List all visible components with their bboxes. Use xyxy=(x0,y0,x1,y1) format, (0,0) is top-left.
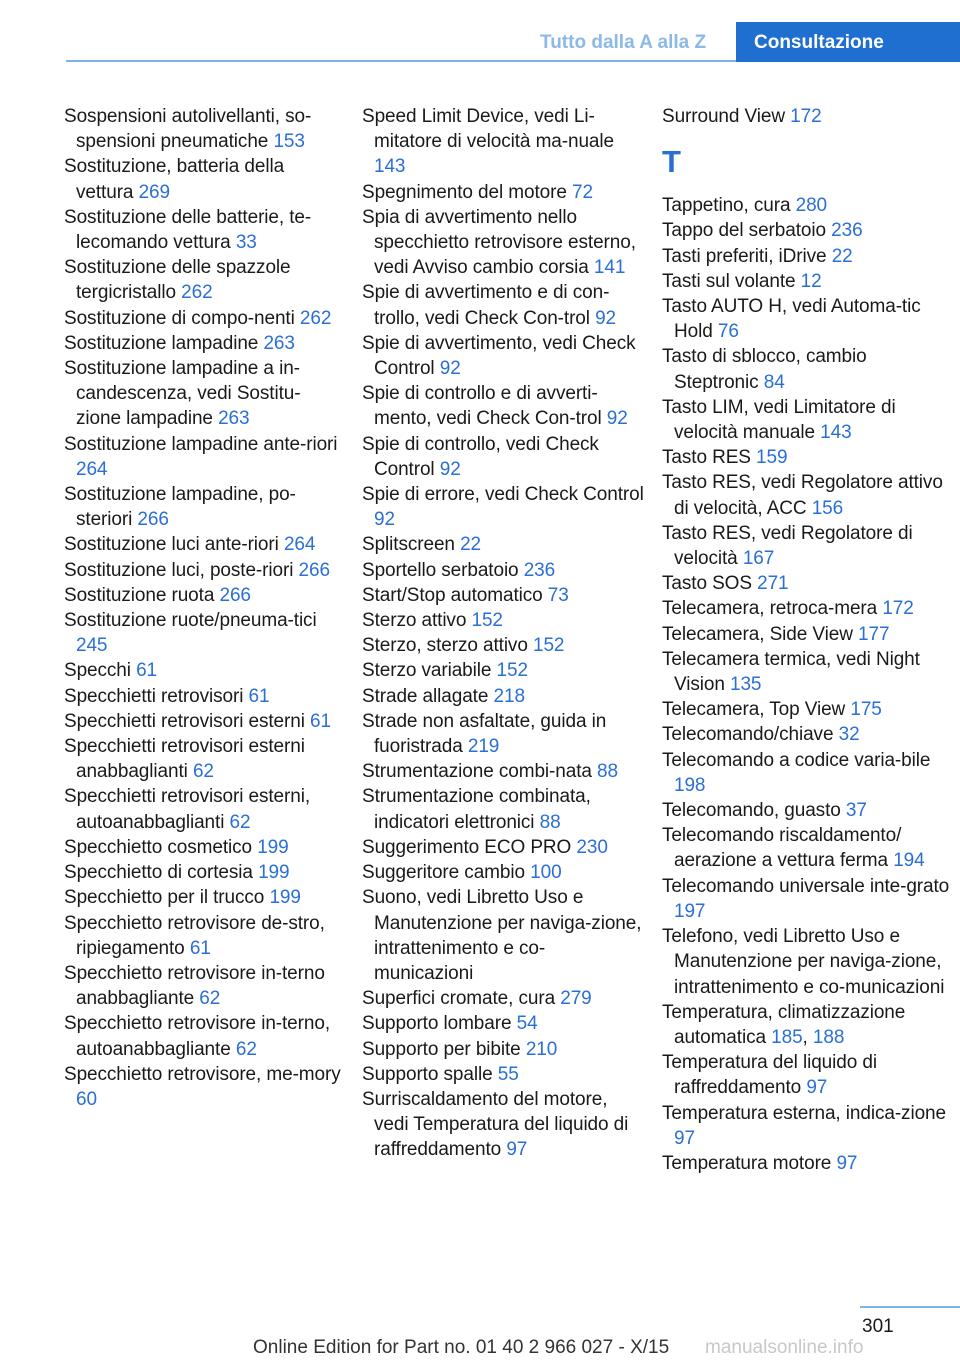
index-entry xyxy=(64,709,344,734)
index-entry xyxy=(662,1050,952,1100)
index-entry xyxy=(64,205,344,255)
index-entry-text: Strumentazione combinata, indicatori elettronici xyxy=(362,786,591,833)
index-entry xyxy=(662,722,952,747)
index-entry-text: Temperatura esterna, indica-zione xyxy=(662,1102,946,1124)
index-entry-text: Superfici cromate, cura xyxy=(362,988,556,1010)
index-entry-text: Spie di controllo, vedi Check Control xyxy=(362,433,599,480)
index-entry xyxy=(662,697,952,722)
index-entry-text: Sostituzione lampadine a in-candescenza, vedi Sostitu-zione lampadine xyxy=(64,358,301,430)
index-entry xyxy=(662,269,952,294)
index-entry xyxy=(662,647,952,697)
page-link[interactable]: 76 xyxy=(717,321,739,343)
index-entry-text: Sostituzione delle batterie, te-lecomando vettura xyxy=(64,206,312,254)
index-column-1 xyxy=(64,104,344,1112)
index-entry-text: Sterzo, sterzo attivo xyxy=(362,635,528,657)
page-link[interactable]: 62 xyxy=(199,988,221,1010)
page-link[interactable]: 175 xyxy=(850,699,882,721)
index-entry-text: Tasto RES xyxy=(662,447,751,469)
index-entry xyxy=(662,521,952,571)
page-link[interactable]: 61 xyxy=(136,660,158,682)
index-entry-text: Surround View xyxy=(662,106,785,127)
edition-footer: Online Edition for Part no. 01 40 2 966 027 - X/15 xyxy=(253,1337,670,1358)
index-entry xyxy=(362,104,644,180)
index-entry xyxy=(662,1101,952,1151)
index-entry xyxy=(662,294,952,344)
page-link[interactable]: 61 xyxy=(248,685,270,707)
page-link[interactable]: 262 xyxy=(299,307,332,329)
index-entry xyxy=(362,180,644,205)
page-link[interactable]: 263 xyxy=(218,408,250,430)
index-entry xyxy=(64,532,344,557)
page-link[interactable]: 199 xyxy=(269,887,301,909)
page-link[interactable]: 167 xyxy=(742,548,775,570)
index-entry xyxy=(64,658,344,683)
index-entry-text: Surriscaldamento del motore, vedi Temperatura del liquido di raffreddamento xyxy=(362,1088,629,1161)
index-entry-text: Sostituzione luci ante-riori xyxy=(64,534,279,556)
index-entry-text: Telecamera, Top View xyxy=(662,699,846,721)
index-entry xyxy=(64,885,344,910)
page-link[interactable]: 156 xyxy=(811,497,844,519)
index-entry xyxy=(662,823,952,873)
index-entry-text: Suggeritore cambio xyxy=(362,862,525,884)
page-link[interactable]: 199 xyxy=(258,862,290,884)
page-link[interactable]: 199 xyxy=(257,836,289,858)
page-link[interactable]: 236 xyxy=(831,220,863,242)
index-entry-text: Supporto per bibite xyxy=(362,1038,521,1060)
index-entry-text: Temperatura motore xyxy=(662,1152,832,1174)
page-link[interactable]: 61 xyxy=(310,710,331,732)
index-entry-text: Sospensioni autolivellanti, so-spensioni pneumatiche xyxy=(64,106,312,153)
page-link[interactable]: 97 xyxy=(674,1127,695,1149)
index-entry-text: Specchietti retrovisori esterni xyxy=(64,710,305,732)
index-entry-text: Tasto RES, vedi Regolatore di velocità xyxy=(662,522,913,570)
chapter-tab-active[interactable]: Consultazione xyxy=(736,22,960,62)
page-link[interactable]: 230 xyxy=(576,836,608,858)
page-link[interactable]: 62 xyxy=(192,761,214,783)
index-entry-text: Tasto LIM, vedi Limitatore di velocità manuale xyxy=(662,396,896,444)
index-entry xyxy=(362,532,644,557)
index-entry xyxy=(362,482,644,532)
index-entry-text: Specchietto per il trucco xyxy=(64,887,265,909)
index-entry-text: Tasto RES, vedi Regolatore attivo di velocità, ACC xyxy=(662,472,943,519)
page-link[interactable]: 194 xyxy=(893,850,925,872)
page-link[interactable]: 271 xyxy=(757,573,789,595)
page-link[interactable]: 84 xyxy=(763,371,785,393)
index-entry xyxy=(64,1062,344,1112)
page-link[interactable]: 266 xyxy=(298,559,330,581)
index-entry-text: Sostituzione, batteria della vettura xyxy=(64,156,285,203)
index-entry xyxy=(362,860,644,885)
index-entry-text: Supporto spalle xyxy=(362,1063,493,1085)
page-link[interactable]: 97 xyxy=(836,1152,858,1174)
page-link[interactable]: 266 xyxy=(219,584,251,606)
index-letter-heading: T xyxy=(662,144,681,180)
page-link[interactable]: 60 xyxy=(76,1088,97,1110)
index-entry-text: Strade allagate xyxy=(362,685,489,707)
index-entry-text: Start/Stop automatico xyxy=(362,584,543,606)
page-link[interactable]: 55 xyxy=(497,1063,519,1085)
index-entry-text: Telecamera termica, vedi Night Vision xyxy=(662,648,920,696)
index-entry-text: Sostituzione ruota xyxy=(64,584,215,606)
index-entry xyxy=(64,961,344,1011)
page-link[interactable]: 88 xyxy=(539,811,561,833)
index-entry xyxy=(64,255,344,305)
index-entry xyxy=(362,1037,644,1062)
index-entry-text: Tasto SOS xyxy=(662,573,752,595)
index-entry-text: Strumentazione combi-nata xyxy=(362,761,592,783)
page-link[interactable]: 218 xyxy=(493,685,525,707)
page-link[interactable]: 279 xyxy=(560,988,592,1010)
index-entry-text: Sterzo attivo xyxy=(362,610,467,632)
index-entry-text: Sterzo variabile xyxy=(362,660,492,682)
index-entry xyxy=(662,1151,952,1176)
page-link[interactable]: 210 xyxy=(525,1038,558,1060)
index-entry-text: Telecomando riscaldamento/ aerazione a vettura ferma xyxy=(662,825,902,872)
index-entry-text: Specchietti retrovisori esterni, autoanabbaglianti xyxy=(64,786,311,833)
page-link[interactable]: 280 xyxy=(795,195,828,217)
footer-rule xyxy=(860,1306,960,1308)
page-link[interactable]: 88 xyxy=(597,761,618,783)
index-entry-text: Speed Limit Device, vedi Li-mitatore di velocità ma-nuale xyxy=(362,106,614,153)
index-entry-text: Spegnimento del motore xyxy=(362,181,567,203)
index-entry-text: Sostituzione luci, poste-riori xyxy=(64,559,294,581)
index-entry-text: Spia di avvertimento nello specchietto retrovisore esterno, vedi Avviso cambio corsia xyxy=(362,206,636,279)
index-entry-text: Specchietto retrovisore de-stro, ripiegamento xyxy=(64,912,325,959)
index-entry xyxy=(662,748,952,798)
index-entry xyxy=(64,432,344,482)
page-link[interactable]: 97 xyxy=(806,1077,828,1099)
index-entry xyxy=(64,684,344,709)
index-entry-text: Telecomando universale inte-grato xyxy=(662,875,950,897)
index-entry xyxy=(64,734,344,784)
index-entry xyxy=(362,633,644,658)
page-link[interactable]: 92 xyxy=(439,458,461,480)
page-link[interactable]: 92 xyxy=(439,358,461,380)
index-entry: Temperatura, climatizzazione automatica 185, 188 xyxy=(662,1001,906,1048)
index-entry xyxy=(362,784,644,834)
section-tab[interactable]: Tutto dalla A alla Z xyxy=(540,32,707,53)
index-entry-text: Suono, vedi Libretto Uso e Manutenzione per naviga-zione, intrattenimento e co-municazioni xyxy=(362,887,642,984)
index-entry-text: Tappo del serbatoio xyxy=(662,220,826,242)
page-link[interactable]: 22 xyxy=(460,534,482,556)
index-entry-text: Specchi xyxy=(64,660,131,682)
page-link[interactable]: 264 xyxy=(76,458,108,480)
index-entry xyxy=(64,104,344,154)
index-entry xyxy=(362,835,644,860)
index-entry-text: Tappetino, cura xyxy=(662,195,791,217)
index-entry xyxy=(362,381,644,431)
page-link[interactable]: 97 xyxy=(506,1139,528,1161)
index-entry xyxy=(662,445,952,470)
index-entry xyxy=(64,154,344,204)
page-link[interactable]: 54 xyxy=(516,1013,538,1035)
index-entry-text: Sostituzione lampadine, po-steriori xyxy=(64,484,296,531)
index-entry-text: Spie di avvertimento, vedi Check Control xyxy=(362,332,636,380)
index-entry-text: Sportello serbatoio xyxy=(362,559,519,581)
page-link[interactable]: 152 xyxy=(471,610,503,632)
index-entry xyxy=(662,470,952,520)
index-entry-text: Tasti preferiti, iDrive xyxy=(662,245,827,267)
index-column-3 xyxy=(662,104,952,1176)
page-link[interactable]: 172 xyxy=(882,598,914,620)
index-entry-text: Tasto AUTO H, vedi Automa-tic Hold xyxy=(662,296,921,343)
index-entry-text: Specchietto retrovisore in-terno anabbagliante xyxy=(64,962,325,1010)
page-link[interactable]: 266 xyxy=(137,509,169,531)
page-link[interactable]: 72 xyxy=(572,181,593,203)
index-entry xyxy=(64,784,344,834)
page-link[interactable]: 22 xyxy=(831,245,853,267)
index-entry-text: Telecomando, guasto xyxy=(662,800,841,822)
index-entry xyxy=(64,558,344,583)
index-entry xyxy=(64,1011,344,1061)
index-entry xyxy=(662,571,952,596)
index-entry-text: Specchietto cosmetico xyxy=(64,836,252,858)
page-link[interactable]: 262 xyxy=(181,282,213,304)
index-entry-text: Suggerimento ECO PRO xyxy=(362,836,572,858)
page-link[interactable]: 92 xyxy=(595,307,617,329)
index-entry-text: Splitscreen xyxy=(362,534,455,556)
index-entry xyxy=(64,583,344,608)
page-link[interactable]: 152 xyxy=(496,660,528,682)
index-entry xyxy=(362,583,644,608)
index-entry xyxy=(362,684,644,709)
page-link[interactable]: 37 xyxy=(845,800,867,822)
index-entry xyxy=(64,356,344,432)
index-entry xyxy=(662,104,952,129)
index-entry-text: Tasto di sblocco, cambio Steptronic xyxy=(662,346,867,393)
page-link[interactable]: 12 xyxy=(800,270,822,292)
index-entry-text: Temperatura del liquido di raffreddamento xyxy=(662,1052,877,1099)
index-entry xyxy=(362,432,644,482)
index-column-2 xyxy=(362,104,644,1163)
index-entry xyxy=(662,924,952,1000)
page-link[interactable]: 269 xyxy=(138,181,170,203)
page-link[interactable]: 219 xyxy=(467,736,500,758)
index-entry xyxy=(362,1011,644,1036)
index-entry xyxy=(662,344,952,394)
page-number: 301 xyxy=(862,1316,894,1337)
index-entry xyxy=(64,835,344,860)
page-link[interactable]: 73 xyxy=(547,584,569,606)
index-entry-text: Spie di avvertimento e di con-trollo, vedi Check Con-trol xyxy=(362,282,610,329)
page-link[interactable]: 198 xyxy=(674,774,706,796)
watermark-text: manualsonline.info xyxy=(705,1337,864,1358)
index-entry-text: Temperatura, climatizzazione automatica xyxy=(662,1001,906,1048)
index-entry-text: Specchietto retrovisore, me-mory xyxy=(64,1063,341,1085)
index-entry xyxy=(362,986,644,1011)
index-entry xyxy=(662,798,952,823)
index-entry-text: Telecamera, Side View xyxy=(662,623,853,645)
page-link[interactable]: 159 xyxy=(756,447,788,469)
index-entry xyxy=(662,596,952,621)
page-link[interactable]: 153 xyxy=(273,131,305,153)
index-entry-text: Sostituzione di compo-nenti xyxy=(64,307,295,329)
index-entry-text: Telecamera, retroca-mera xyxy=(662,598,878,620)
page-link[interactable]: 185 xyxy=(771,1026,803,1048)
index-entry xyxy=(362,331,644,381)
page-link[interactable]: 92 xyxy=(606,408,628,430)
index-entry-text: Specchietti retrovisori esterni anabbaglianti xyxy=(64,736,305,783)
index-entry xyxy=(662,193,952,218)
page-link[interactable]: 188 xyxy=(812,1026,845,1048)
page-link[interactable]: 141 xyxy=(593,257,626,279)
index-entry-text: Specchietti retrovisori xyxy=(64,685,244,707)
index-entry-text: Spie di errore, vedi Check Control xyxy=(362,484,644,506)
index-entry-text: Tasti sul volante xyxy=(662,270,796,292)
page-link[interactable]: 236 xyxy=(523,559,556,581)
index-entry xyxy=(64,911,344,961)
index-entry-text: Supporto lombare xyxy=(362,1013,512,1035)
page-link[interactable]: 177 xyxy=(858,623,890,645)
index-entry xyxy=(362,658,644,683)
index-entry xyxy=(362,280,644,330)
index-entry xyxy=(662,874,952,924)
page-link[interactable]: 152 xyxy=(533,635,565,657)
index-entry-text: Strade non asfaltate, guida in fuoristrada xyxy=(362,710,607,758)
index-entry xyxy=(362,709,644,759)
page-link[interactable]: 263 xyxy=(263,332,295,354)
page-link[interactable]: 245 xyxy=(76,635,108,657)
index-entry xyxy=(362,205,644,281)
index-entry xyxy=(64,860,344,885)
index-entry-text: Spie di controllo e di avverti-mento, vedi Check Con-trol xyxy=(362,383,602,430)
page-link[interactable]: 100 xyxy=(530,862,562,884)
page-link[interactable]: 33 xyxy=(235,232,257,254)
index-entry xyxy=(64,482,344,532)
page-link[interactable]: 143 xyxy=(374,156,406,178)
index-entry-text: Sostituzione ruote/pneuma-tici xyxy=(64,610,317,632)
index-entry-text: Specchietto retrovisore in-terno, autoanabbagliante xyxy=(64,1013,330,1060)
index-entry xyxy=(362,608,644,633)
page-link[interactable]: 264 xyxy=(283,534,316,556)
index-entry xyxy=(362,885,644,986)
index-entry-text: Telecomando/chiave xyxy=(662,724,834,746)
page-link[interactable]: 172 xyxy=(790,106,822,127)
index-entry xyxy=(64,306,344,331)
index-entry xyxy=(662,395,952,445)
page-link[interactable]: 197 xyxy=(674,900,706,922)
page-link[interactable]: 92 xyxy=(374,509,395,531)
index-entry xyxy=(662,244,952,269)
index-entry xyxy=(362,558,644,583)
index-entry-text: Telefono, vedi Libretto Uso e Manutenzione per naviga-zione, intrattenimento e co-municazioni xyxy=(662,926,945,998)
page-link[interactable]: 62 xyxy=(235,1038,257,1060)
page-link[interactable]: 62 xyxy=(229,811,251,833)
index-entry-text: Sostituzione lampadine xyxy=(64,332,259,354)
index-entry xyxy=(64,608,344,658)
index-entry-text: Sostituzione delle spazzole tergicristallo xyxy=(64,257,291,304)
page-link[interactable]: 135 xyxy=(730,674,762,696)
index-entry-text: Telecomando a codice varia-bile xyxy=(662,749,931,771)
page-link[interactable]: 143 xyxy=(820,422,852,444)
page-link[interactable]: 61 xyxy=(189,937,211,959)
index-entry xyxy=(662,622,952,647)
index-entry-text: Specchietto di cortesia xyxy=(64,862,253,884)
index-entry-text: Sostituzione lampadine ante-riori xyxy=(64,433,338,455)
index-entry xyxy=(662,218,952,243)
index-entry xyxy=(362,1087,644,1163)
index-entry xyxy=(362,759,644,784)
index-entry xyxy=(362,1062,644,1087)
page-link[interactable]: 32 xyxy=(838,724,860,746)
index-entry xyxy=(64,331,344,356)
